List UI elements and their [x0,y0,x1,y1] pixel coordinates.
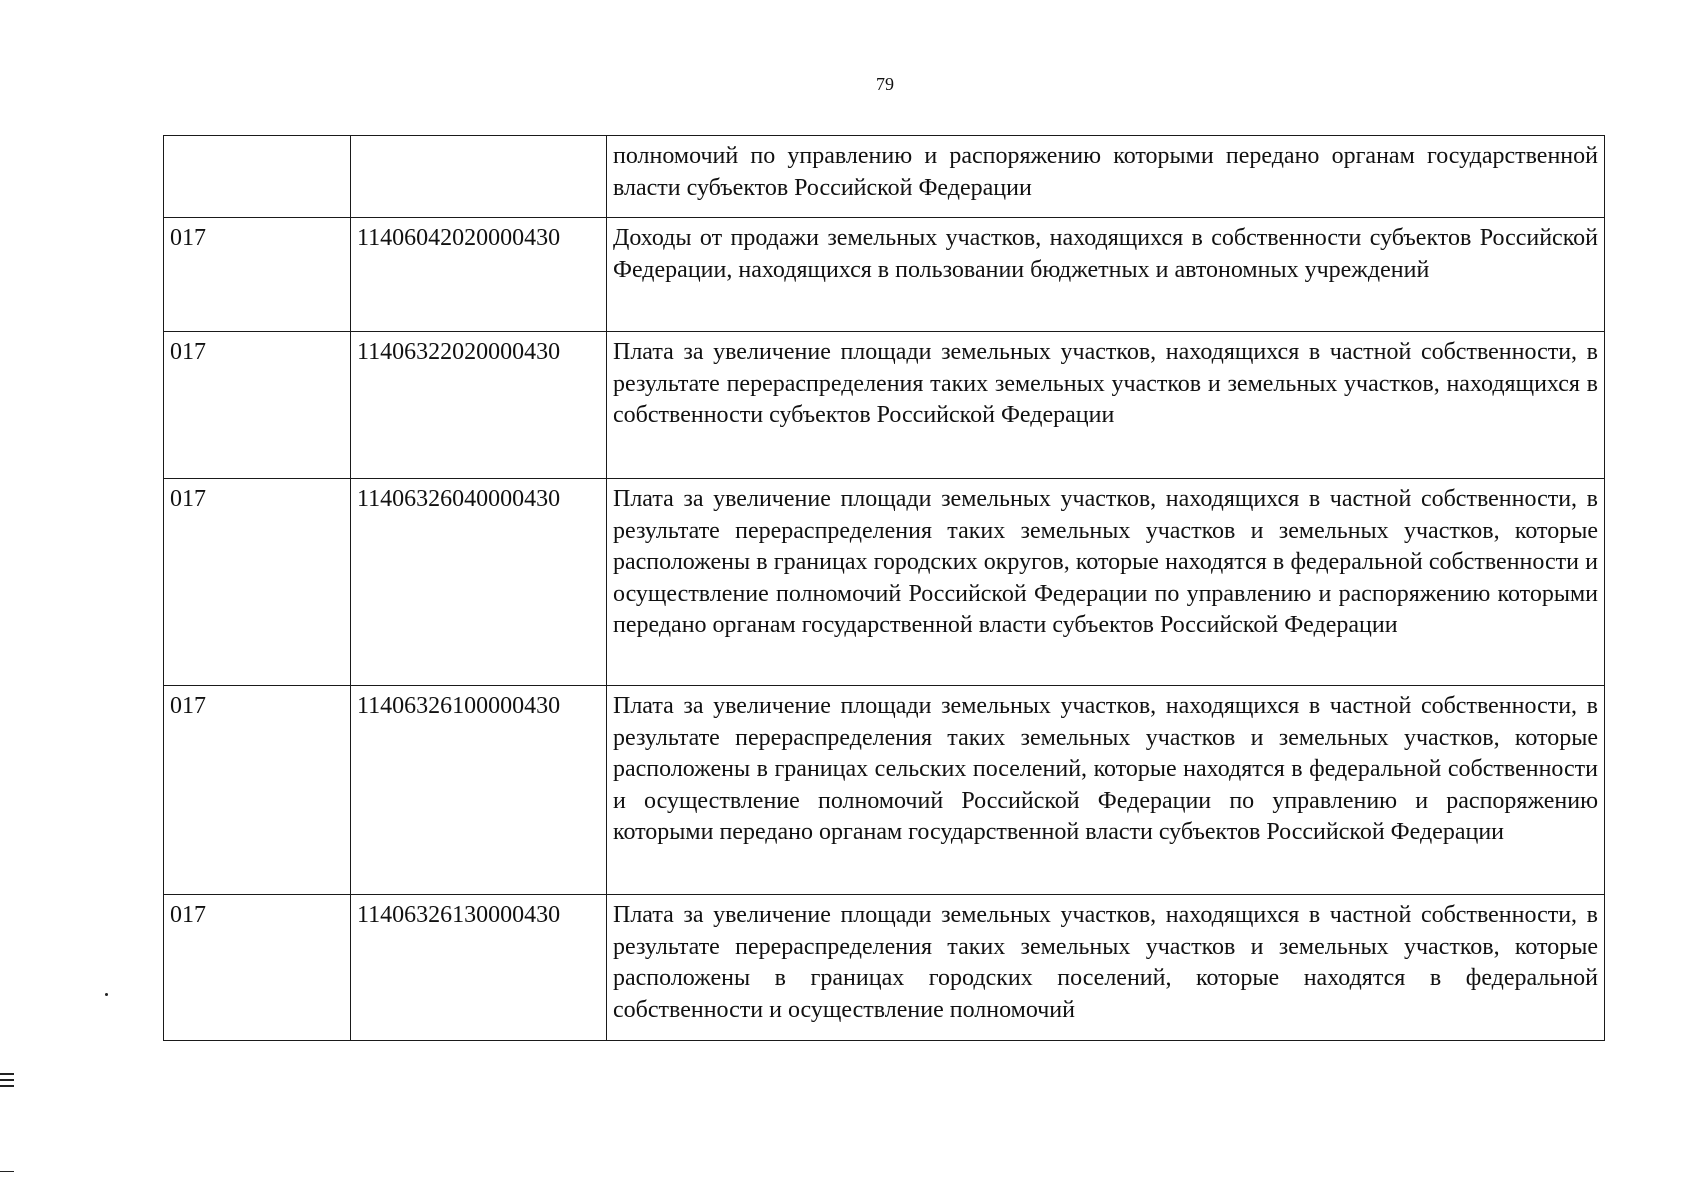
admin-code-cell: 017 [164,218,351,332]
table-row [164,895,1605,1041]
table-row [164,136,1605,218]
table-row [164,479,1605,686]
scan-artifact [105,993,108,996]
admin-code-cell [164,136,351,218]
revenue-name-cell: Плата за увеличение площади земельных участков, находящихся в частной собственности, в результате перераспределения таких земельных участков и земельных участков, которые расположены в границах городских округов, которые находятся в федеральной собственности и осуществление полномочий Российской Федерации по управлению и распоряжению которыми передано органам государственной власти субъектов Российской Федерации [607,479,1605,686]
table-row [164,332,1605,479]
table-row [164,686,1605,895]
kbk-code-cell: 11406322020000430 [351,332,607,479]
scan-artifact [0,1085,14,1087]
admin-code-cell: 017 [164,686,351,895]
kbk-code-cell: 11406326130000430 [351,895,607,1041]
kbk-code-cell: 11406326100000430 [351,686,607,895]
scan-artifact [0,1073,14,1075]
scan-artifact [0,1079,14,1081]
scan-artifact [0,1171,14,1172]
kbk-code-cell: 11406326040000430 [351,479,607,686]
revenue-name-cell: Плата за увеличение площади земельных участков, находящихся в частной собственности, в результате перераспределения таких земельных участков и земельных участков, находящихся в собственности субъектов Российской Федерации [607,332,1605,479]
revenue-name-cell: Доходы от продажи земельных участков, находящихся в собственности субъектов Российской Федерации, находящихся в пользовании бюджетных и автономных учреждений [607,218,1605,332]
table-row [164,218,1605,332]
revenue-name-cell: Плата за увеличение площади земельных участков, находящихся в частной собственности, в результате перераспределения таких земельных участков и земельных участков, которые расположены в границах сельских поселений, которые находятся в федеральной собственности и осуществление полномочий Российской Федерации по управлению и распоряжению которыми передано органам государственной власти субъектов Российской Федерации [607,686,1605,895]
kbk-code-cell [351,136,607,218]
revenue-codes-table [163,135,1605,1041]
admin-code-cell: 017 [164,895,351,1041]
revenue-name-cell: полномочий по управлению и распоряжению которыми передано органам государственной власти субъектов Российской Федерации [607,136,1605,218]
admin-code-cell: 017 [164,479,351,686]
kbk-code-cell: 11406042020000430 [351,218,607,332]
revenue-name-cell: Плата за увеличение площади земельных участков, находящихся в частной собственности, в результате перераспределения таких земельных участков и земельных участков, которые расположены в границах городских поселений, которые находятся в федеральной собственности и осуществление полномочий [607,895,1605,1041]
admin-code-cell: 017 [164,332,351,479]
page-number: 79 [876,74,894,94]
